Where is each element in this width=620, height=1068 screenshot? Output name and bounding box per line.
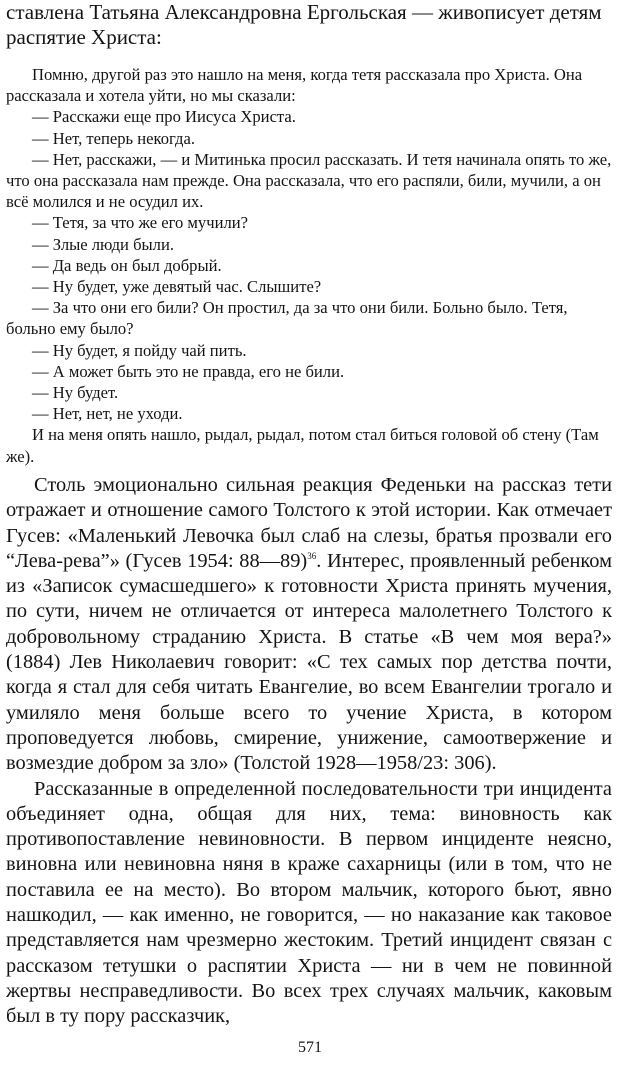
quoted-passage — [6, 64, 612, 467]
paragraph-text: Столь эмоционально сильная реакция Феденьки на рассказ тети отражает и отношение самого Толстого к этой истории. Как отмечает Гусев: «Маленький Левочка был слаб на слезы, братья прозвали его “Лева-рева”» (Гусев 1954: 88—89) — [6, 474, 612, 572]
quote-line: — Ну будет, уже девятый час. Слышите? — [32, 277, 322, 297]
quote-line: — Злые люди были. — [32, 234, 174, 254]
quote-line: Помню, другой раз это нашло на меня, когда тетя рассказала про Христа. Она рассказала и хотела уйти, но мы сказали: — [6, 65, 583, 106]
quote-line: — Ну будет. — [32, 383, 119, 403]
body-paragraph — [6, 473, 612, 777]
quote-line: — Ну будет, я пойду чай пить. — [32, 340, 247, 360]
quote-line: — Расскажи еще про Иисуса Христа. — [32, 107, 296, 127]
footnote-marker[interactable]: 36 — [307, 551, 317, 562]
quote-line: — Нет, нет, не уходи. — [32, 404, 183, 424]
quote-line: — Нет, расскажи, — и Митинька просил рассказать. И тетя начинала опять то же, что она рассказала нам прежде. Она рассказала, что его распяли, били, мучили, а он всё молился и не осудил их. — [6, 149, 612, 212]
quote-line: — А может быть это не правда, его не били. — [32, 361, 345, 381]
quote-line: И на меня опять нашло, рыдал, рыдал, потом стал биться головой об стену (Там же). — [6, 425, 599, 466]
page-number: 571 — [298, 1039, 322, 1056]
intro-paragraph: ставлена Татьяна Александровна Ергольская — живописует детям распятие Христа: — [6, 0, 602, 49]
paragraph-text: . Интерес, проявленный ребенком из «Записок сумасшедшего» к готовности Христа принять мучения, по сути, ничем не отличается от интереса малолетнего Толстого к добровольному страданию Христа. В статье «В чем моя вера?» (1884) Лев Николаевич говорит: «С тех самых пор детства почти, когда я стал для себя читать Евангелие, во всем Евангелии трогало и умиляло меня больше всего то учение Христа, в котором проповедуется любовь, смирение, унижение, самоотвержение и возмездие добром за зло» (Толстой 1928—1958/23: 306). — [6, 549, 612, 775]
quote-line: — Тетя, за что же его мучили? — [32, 213, 248, 233]
quote-line: — Да ведь он был добрый. — [32, 255, 222, 275]
quote-line: — За что они его били? Он простил, да за что они били. Больно было. Тетя, больно ему было? — [6, 298, 568, 339]
body-paragraph: Рассказанные в определенной последовательности три инцидента объединяет одна, общая для них, тема: виновность как противопоставление невиновности. В первом инциденте неясно, виновна или невиновна няня в краже сахарницы (или в том, что не поставила ее на место). Во втором мальчик, которого бьют, явно нашкодил, — как именно, не говорится, — но наказание как таковое представляется нам чрезмерно жестоким. Третий инцидент связан с рассказом тетушки о распятии Христа — ни в чем не повинной жертвы несправедливости. Во всех трех случаях мальчик, каковым был в ту пору рассказчик, — [6, 777, 612, 1028]
main-text — [6, 473, 612, 1030]
quote-line: — Нет, теперь некогда. — [32, 128, 195, 148]
